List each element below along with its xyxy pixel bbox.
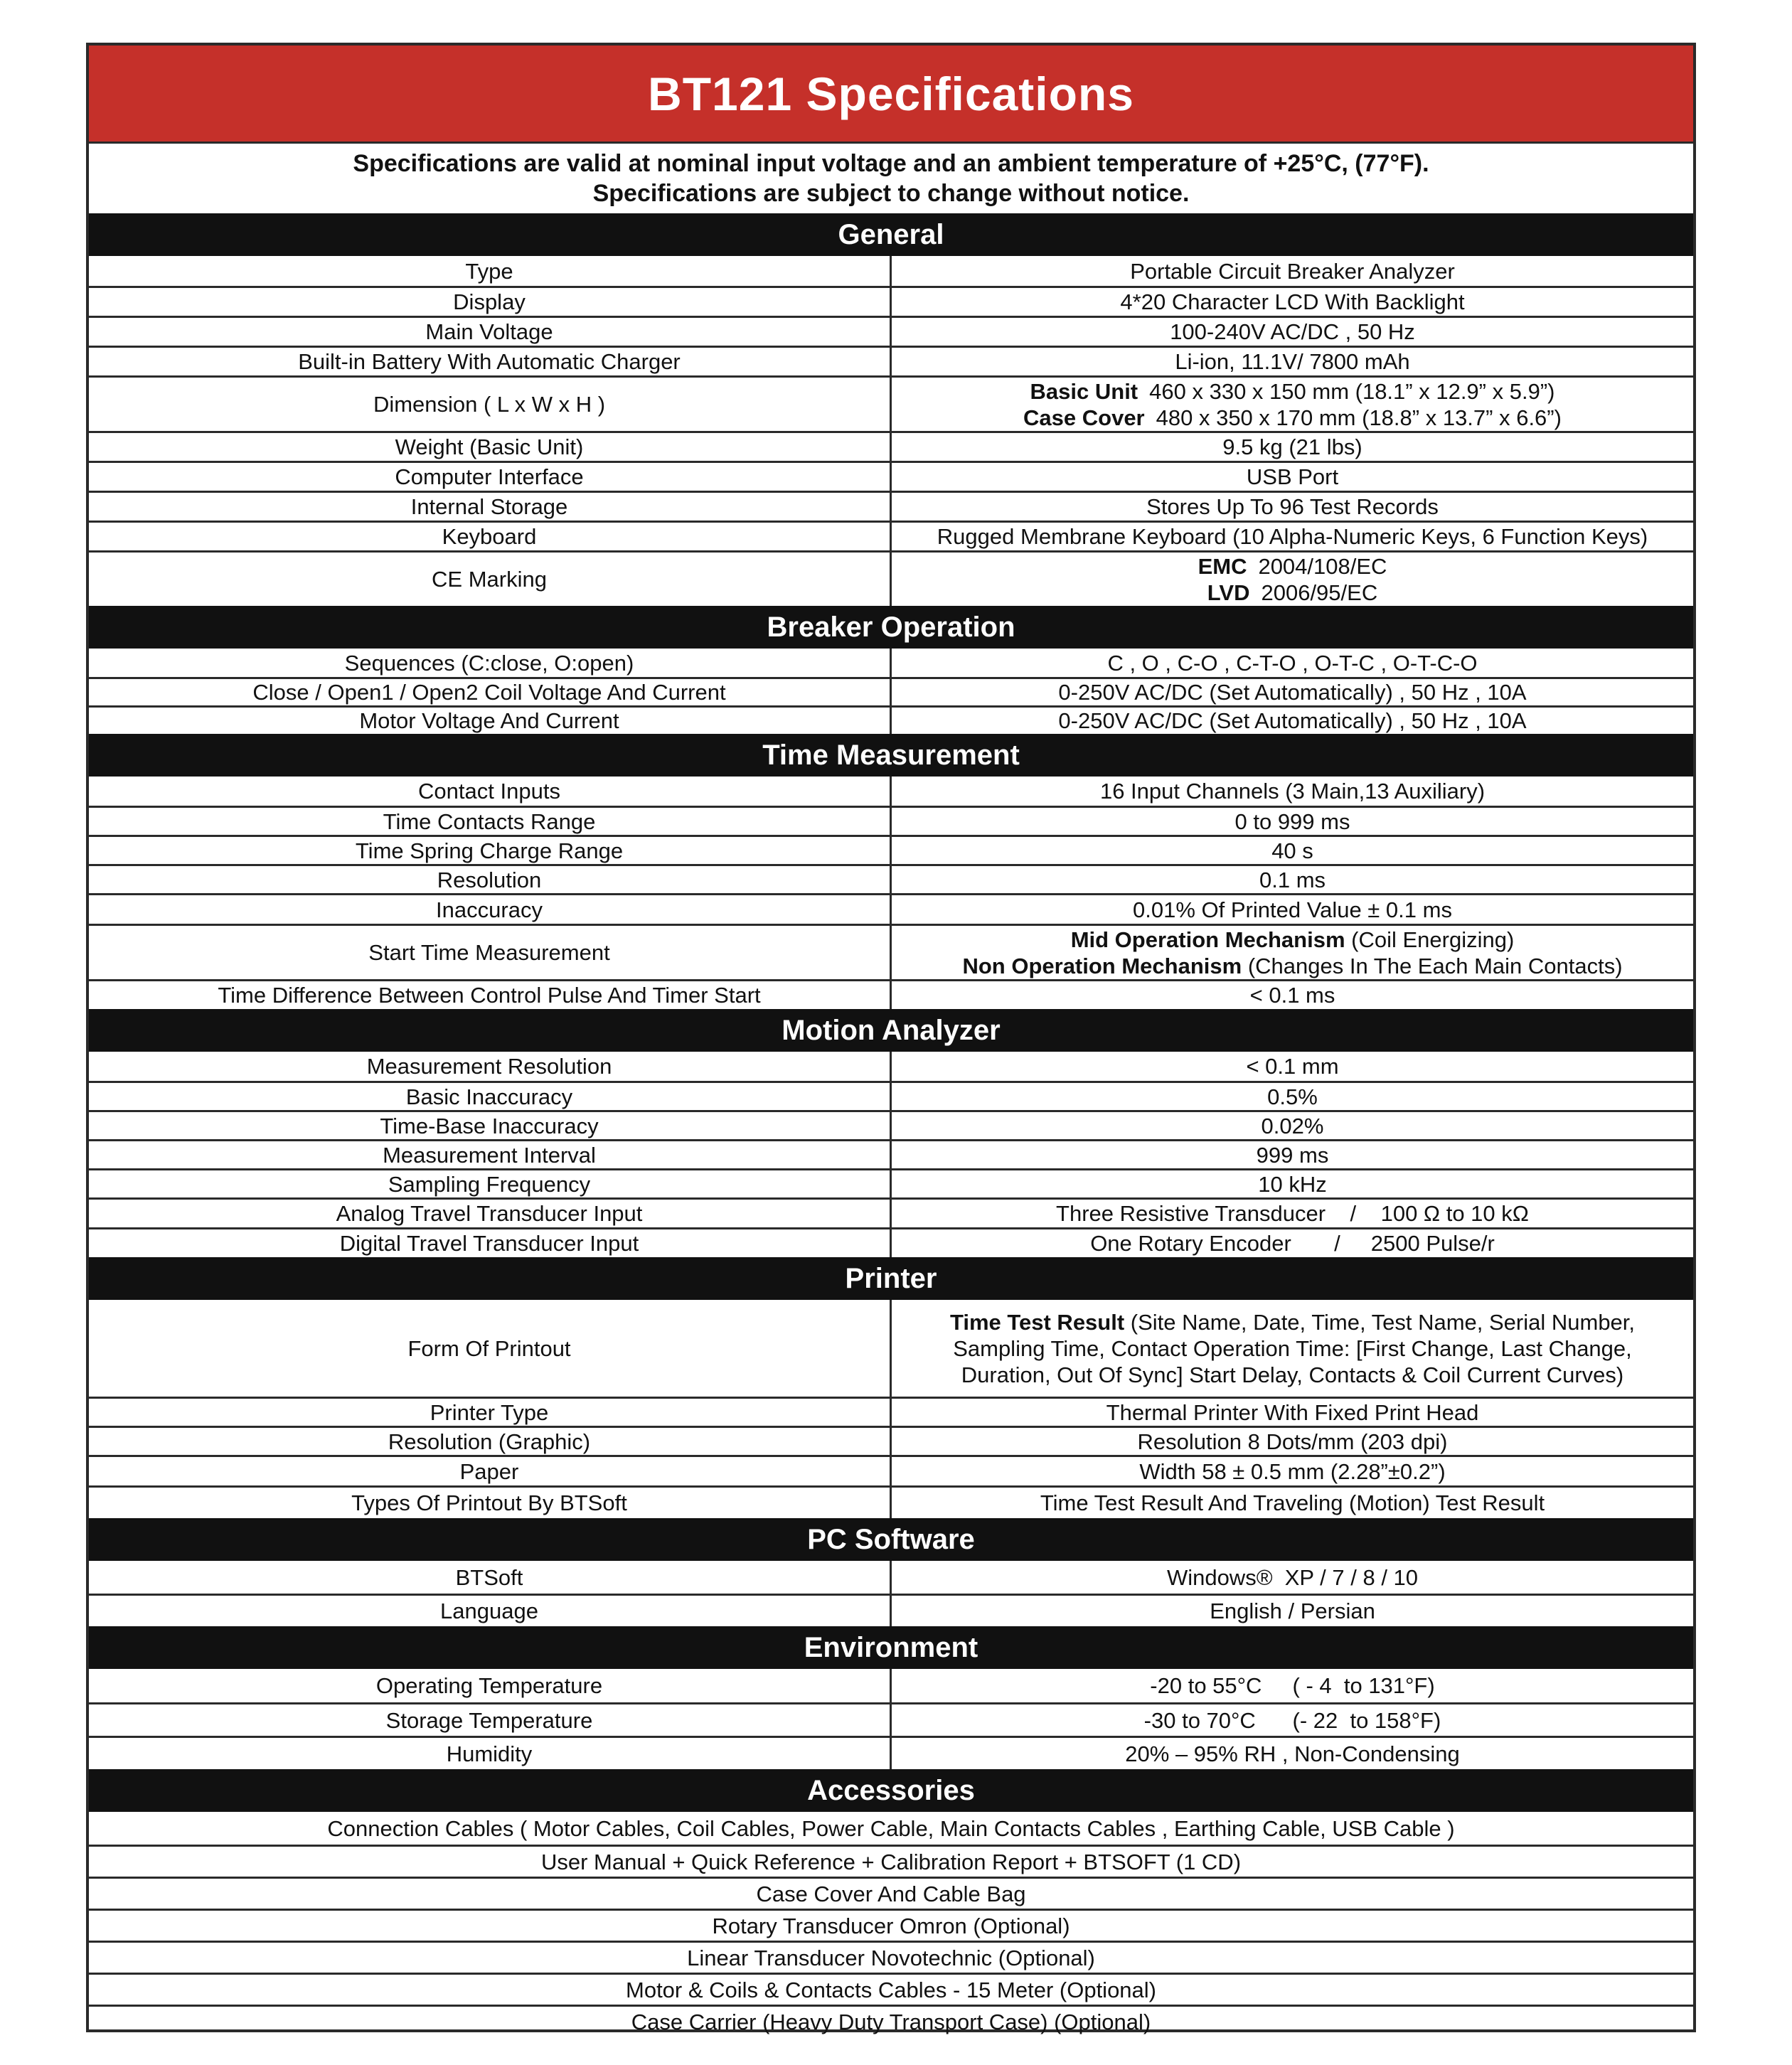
table-row xyxy=(89,375,1693,431)
accessory-text: Linear Transducer Novotechnic (Optional) xyxy=(687,1945,1095,1970)
value-text: 460 x 330 x 150 mm (18.1” x 12.9” x 5.9”) xyxy=(1149,378,1555,404)
spec-label: Resolution (Graphic) xyxy=(89,1428,892,1455)
list-item xyxy=(89,1877,1693,1909)
value-line xyxy=(1198,553,1387,580)
value-text: (Site Name, Date, Time, Test Name, Serial Number, xyxy=(1130,1309,1636,1335)
spec-label: Dimension ( L x W x H ) xyxy=(89,378,892,431)
value-line xyxy=(1030,378,1555,405)
spec-value: < 0.1 ms xyxy=(1249,983,1335,1008)
spec-label: Contact Inputs xyxy=(89,777,892,806)
spec-value xyxy=(892,378,1693,431)
table-row xyxy=(89,431,1693,461)
notice-line-2: Specifications are subject to change without notice. xyxy=(592,180,1190,207)
spec-value: C , O , C-O , C-T-O , O-T-C , O-T-C-O xyxy=(1107,650,1478,676)
table-row xyxy=(89,777,1693,806)
spec-value: Stores Up To 96 Test Records xyxy=(1146,494,1439,519)
spec-value: Time Test Result And Traveling (Motion) Test Result xyxy=(1040,1490,1545,1515)
spec-value: English / Persian xyxy=(1210,1599,1375,1623)
table-row xyxy=(89,1561,1693,1594)
section-header-time-measurement: Time Measurement xyxy=(89,734,1693,777)
spec-label: Language xyxy=(89,1596,892,1626)
spec-label: Storage Temperature xyxy=(89,1704,892,1736)
list-item xyxy=(89,1812,1693,1845)
spec-value: Rugged Membrane Keyboard (10 Alpha-Numeric Keys, 6 Function Keys) xyxy=(937,524,1648,549)
spec-value: 0.1 ms xyxy=(1259,867,1326,892)
table-row xyxy=(89,1110,1693,1139)
spec-label: Time Contacts Range xyxy=(89,808,892,835)
spec-value: 0-250V AC/DC (Set Automatically) , 50 Hz , 10A xyxy=(1058,708,1527,733)
spec-value: Li-ion, 11.1V/ 7800 mAh xyxy=(1175,349,1410,374)
value-emphasis: EMC xyxy=(1198,553,1247,579)
table-row xyxy=(89,1426,1693,1455)
spec-label: Inaccuracy xyxy=(89,895,892,924)
table-row xyxy=(89,835,1693,864)
spec-label: BTSoft xyxy=(89,1561,892,1594)
section-header-accessories: Accessories xyxy=(89,1769,1693,1812)
table-row xyxy=(89,521,1693,550)
spec-value: USB Port xyxy=(1246,464,1339,489)
value-line xyxy=(950,1309,1635,1335)
section-header-breaker-operation: Breaker Operation xyxy=(89,606,1693,649)
value-emphasis: Mid Operation Mechanism xyxy=(1070,927,1345,952)
spec-label: Form Of Printout xyxy=(89,1300,892,1397)
spec-label: CE Marking xyxy=(89,553,892,606)
spec-value: 4*20 Character LCD With Backlight xyxy=(1120,289,1465,314)
spec-label: Printer Type xyxy=(89,1399,892,1426)
spec-label: Display xyxy=(89,288,892,316)
spec-label: Sequences (C:close, O:open) xyxy=(89,649,892,677)
accessory-text: Case Carrier (Heavy Duty Transport Case) (Optional) xyxy=(631,2009,1151,2034)
table-row xyxy=(89,1485,1693,1518)
value-emphasis: Basic Unit xyxy=(1030,378,1138,404)
value-line xyxy=(1023,405,1562,431)
spec-value: < 0.1 mm xyxy=(1246,1054,1339,1079)
spec-label: Digital Travel Transducer Input xyxy=(89,1229,892,1257)
list-item xyxy=(89,1845,1693,1877)
section-header-general: General xyxy=(89,213,1693,256)
table-row xyxy=(89,893,1693,924)
spec-value: 40 s xyxy=(1271,838,1313,863)
spec-value: Windows® XP / 7 / 8 / 10 xyxy=(1166,1564,1419,1590)
table-row xyxy=(89,1300,1693,1397)
table-row xyxy=(89,979,1693,1009)
value-emphasis: Time Test Result xyxy=(949,1309,1125,1335)
section-header-environment: Environment xyxy=(89,1626,1693,1669)
table-row xyxy=(89,1139,1693,1168)
spec-value: Resolution 8 Dots/mm (203 dpi) xyxy=(1137,1429,1448,1454)
value-emphasis: Case Cover xyxy=(1023,405,1145,430)
value-text: (Coil Energizing) xyxy=(1351,927,1515,952)
table-row xyxy=(89,550,1693,606)
value-line xyxy=(962,953,1622,979)
value-line: Sampling Time, Contact Operation Time: [First Change, Last Change, xyxy=(953,1335,1632,1361)
accessory-text: Connection Cables ( Motor Cables, Coil Cables, Power Cable, Main Contacts Cables , Earthing Cable, USB Cable ) xyxy=(327,1815,1455,1841)
spec-value: 100-240V AC/DC , 50 Hz xyxy=(1170,319,1415,344)
spec-label: Basic Inaccuracy xyxy=(89,1083,892,1110)
table-row xyxy=(89,1397,1693,1426)
value-text: (Changes In The Each Main Contacts) xyxy=(1247,953,1623,978)
spec-label: Types Of Printout By BTSoft xyxy=(89,1488,892,1518)
table-row xyxy=(89,1227,1693,1257)
spec-label: Close / Open1 / Open2 Coil Voltage And Current xyxy=(89,679,892,705)
table-row xyxy=(89,461,1693,491)
section-header-pc-software: PC Software xyxy=(89,1518,1693,1561)
value-line xyxy=(1207,580,1377,606)
spec-value: 0-250V AC/DC (Set Automatically) , 50 Hz , 10A xyxy=(1058,680,1527,705)
spec-value: 20% – 95% RH , Non-Condensing xyxy=(1125,1741,1460,1766)
value-line xyxy=(1071,927,1515,953)
list-item xyxy=(89,1941,1693,1973)
spec-label: Keyboard xyxy=(89,523,892,550)
spec-value xyxy=(892,1300,1693,1397)
spec-value: Three Resistive Transducer / 100 Ω to 10 kΩ xyxy=(1056,1201,1529,1226)
spec-value xyxy=(892,553,1693,606)
section-header-printer: Printer xyxy=(89,1257,1693,1300)
accessory-text: User Manual + Quick Reference + Calibration Report + BTSOFT (1 CD) xyxy=(540,1849,1242,1874)
table-row xyxy=(89,1736,1693,1769)
spec-label: Operating Temperature xyxy=(89,1669,892,1702)
table-row xyxy=(89,316,1693,346)
list-item xyxy=(89,2005,1693,2037)
accessory-text: Case Cover And Cable Bag xyxy=(756,1881,1026,1906)
notice-line-1: Specifications are valid at nominal input voltage and an ambient temperature of +25°C, (77°F). xyxy=(353,150,1429,177)
table-row xyxy=(89,256,1693,286)
table-row xyxy=(89,1702,1693,1736)
spec-label: Time Difference Between Control Pulse And Timer Start xyxy=(89,981,892,1009)
spec-label: Measurement Interval xyxy=(89,1141,892,1168)
spec-value: One Rotary Encoder / 2500 Pulse/r xyxy=(1090,1231,1495,1256)
spec-value: 0.5% xyxy=(1267,1084,1318,1109)
value-text: 2006/95/EC xyxy=(1261,580,1378,605)
value-emphasis: LVD xyxy=(1207,580,1250,605)
spec-value: 0 to 999 ms xyxy=(1234,809,1350,834)
table-row xyxy=(89,649,1693,677)
value-emphasis: Non Operation Mechanism xyxy=(962,953,1242,978)
spec-value: Thermal Printer With Fixed Print Head xyxy=(1106,1399,1479,1425)
list-item xyxy=(89,1909,1693,1941)
spec-label: Resolution xyxy=(89,866,892,893)
spec-label: Sampling Frequency xyxy=(89,1170,892,1197)
page-title: BT121 Specifications xyxy=(89,46,1693,144)
table-row xyxy=(89,1168,1693,1197)
notice xyxy=(89,144,1693,213)
spec-value: -30 to 70°C (- 22 to 158°F) xyxy=(1143,1707,1441,1733)
list-item xyxy=(89,1973,1693,2005)
section-header-motion-analyzer: Motion Analyzer xyxy=(89,1009,1693,1052)
value-text: 2004/108/EC xyxy=(1258,553,1387,579)
table-row xyxy=(89,346,1693,375)
table-row xyxy=(89,286,1693,316)
spec-value xyxy=(892,926,1693,979)
spec-value: -20 to 55°C ( - 4 to 131°F) xyxy=(1150,1673,1435,1698)
spec-value: 9.5 kg (21 lbs) xyxy=(1222,434,1362,459)
table-row xyxy=(89,1669,1693,1702)
value-text: 480 x 350 x 170 mm (18.8” x 13.7” x 6.6”) xyxy=(1156,405,1562,430)
spec-label: Built-in Battery With Automatic Charger xyxy=(89,348,892,375)
spec-label: Main Voltage xyxy=(89,318,892,346)
table-row xyxy=(89,806,1693,835)
table-row xyxy=(89,1455,1693,1485)
spec-label: Paper xyxy=(89,1457,892,1485)
spec-label: Humidity xyxy=(89,1738,892,1769)
spec-value: 999 ms xyxy=(1256,1142,1329,1168)
accessory-text: Rotary Transducer Omron (Optional) xyxy=(712,1913,1070,1938)
accessory-text: Motor & Coils & Contacts Cables - 15 Meter (Optional) xyxy=(626,1977,1156,2002)
table-row xyxy=(89,491,1693,521)
spec-label: Weight (Basic Unit) xyxy=(89,433,892,461)
spec-value: 0.02% xyxy=(1261,1113,1324,1138)
spec-label: Computer Interface xyxy=(89,463,892,491)
spec-sheet xyxy=(86,43,1696,2032)
spec-value: Width 58 ± 0.5 mm (2.28”±0.2”) xyxy=(1139,1458,1446,1484)
spec-label: Motor Voltage And Current xyxy=(89,708,892,734)
spec-value: 10 kHz xyxy=(1258,1171,1327,1197)
spec-value: Portable Circuit Breaker Analyzer xyxy=(1130,258,1455,284)
table-row xyxy=(89,924,1693,979)
spec-label: Measurement Resolution xyxy=(89,1052,892,1081)
table-row xyxy=(89,864,1693,893)
spec-label: Time Spring Charge Range xyxy=(89,837,892,864)
value-line: Duration, Out Of Sync] Start Delay, Contacts & Coil Current Curves) xyxy=(961,1362,1624,1387)
table-row xyxy=(89,1081,1693,1110)
table-row xyxy=(89,1052,1693,1081)
table-row xyxy=(89,677,1693,705)
spec-label: Time-Base Inaccuracy xyxy=(89,1112,892,1139)
spec-label: Start Time Measurement xyxy=(89,926,892,979)
spec-label: Internal Storage xyxy=(89,493,892,521)
spec-label: Analog Travel Transducer Input xyxy=(89,1200,892,1227)
spec-label: Type xyxy=(89,256,892,286)
table-row xyxy=(89,1197,1693,1227)
table-row xyxy=(89,705,1693,734)
table-row xyxy=(89,1594,1693,1626)
spec-value: 0.01% Of Printed Value ± 0.1 ms xyxy=(1133,897,1452,922)
spec-value: 16 Input Channels (3 Main,13 Auxiliary) xyxy=(1099,779,1486,804)
